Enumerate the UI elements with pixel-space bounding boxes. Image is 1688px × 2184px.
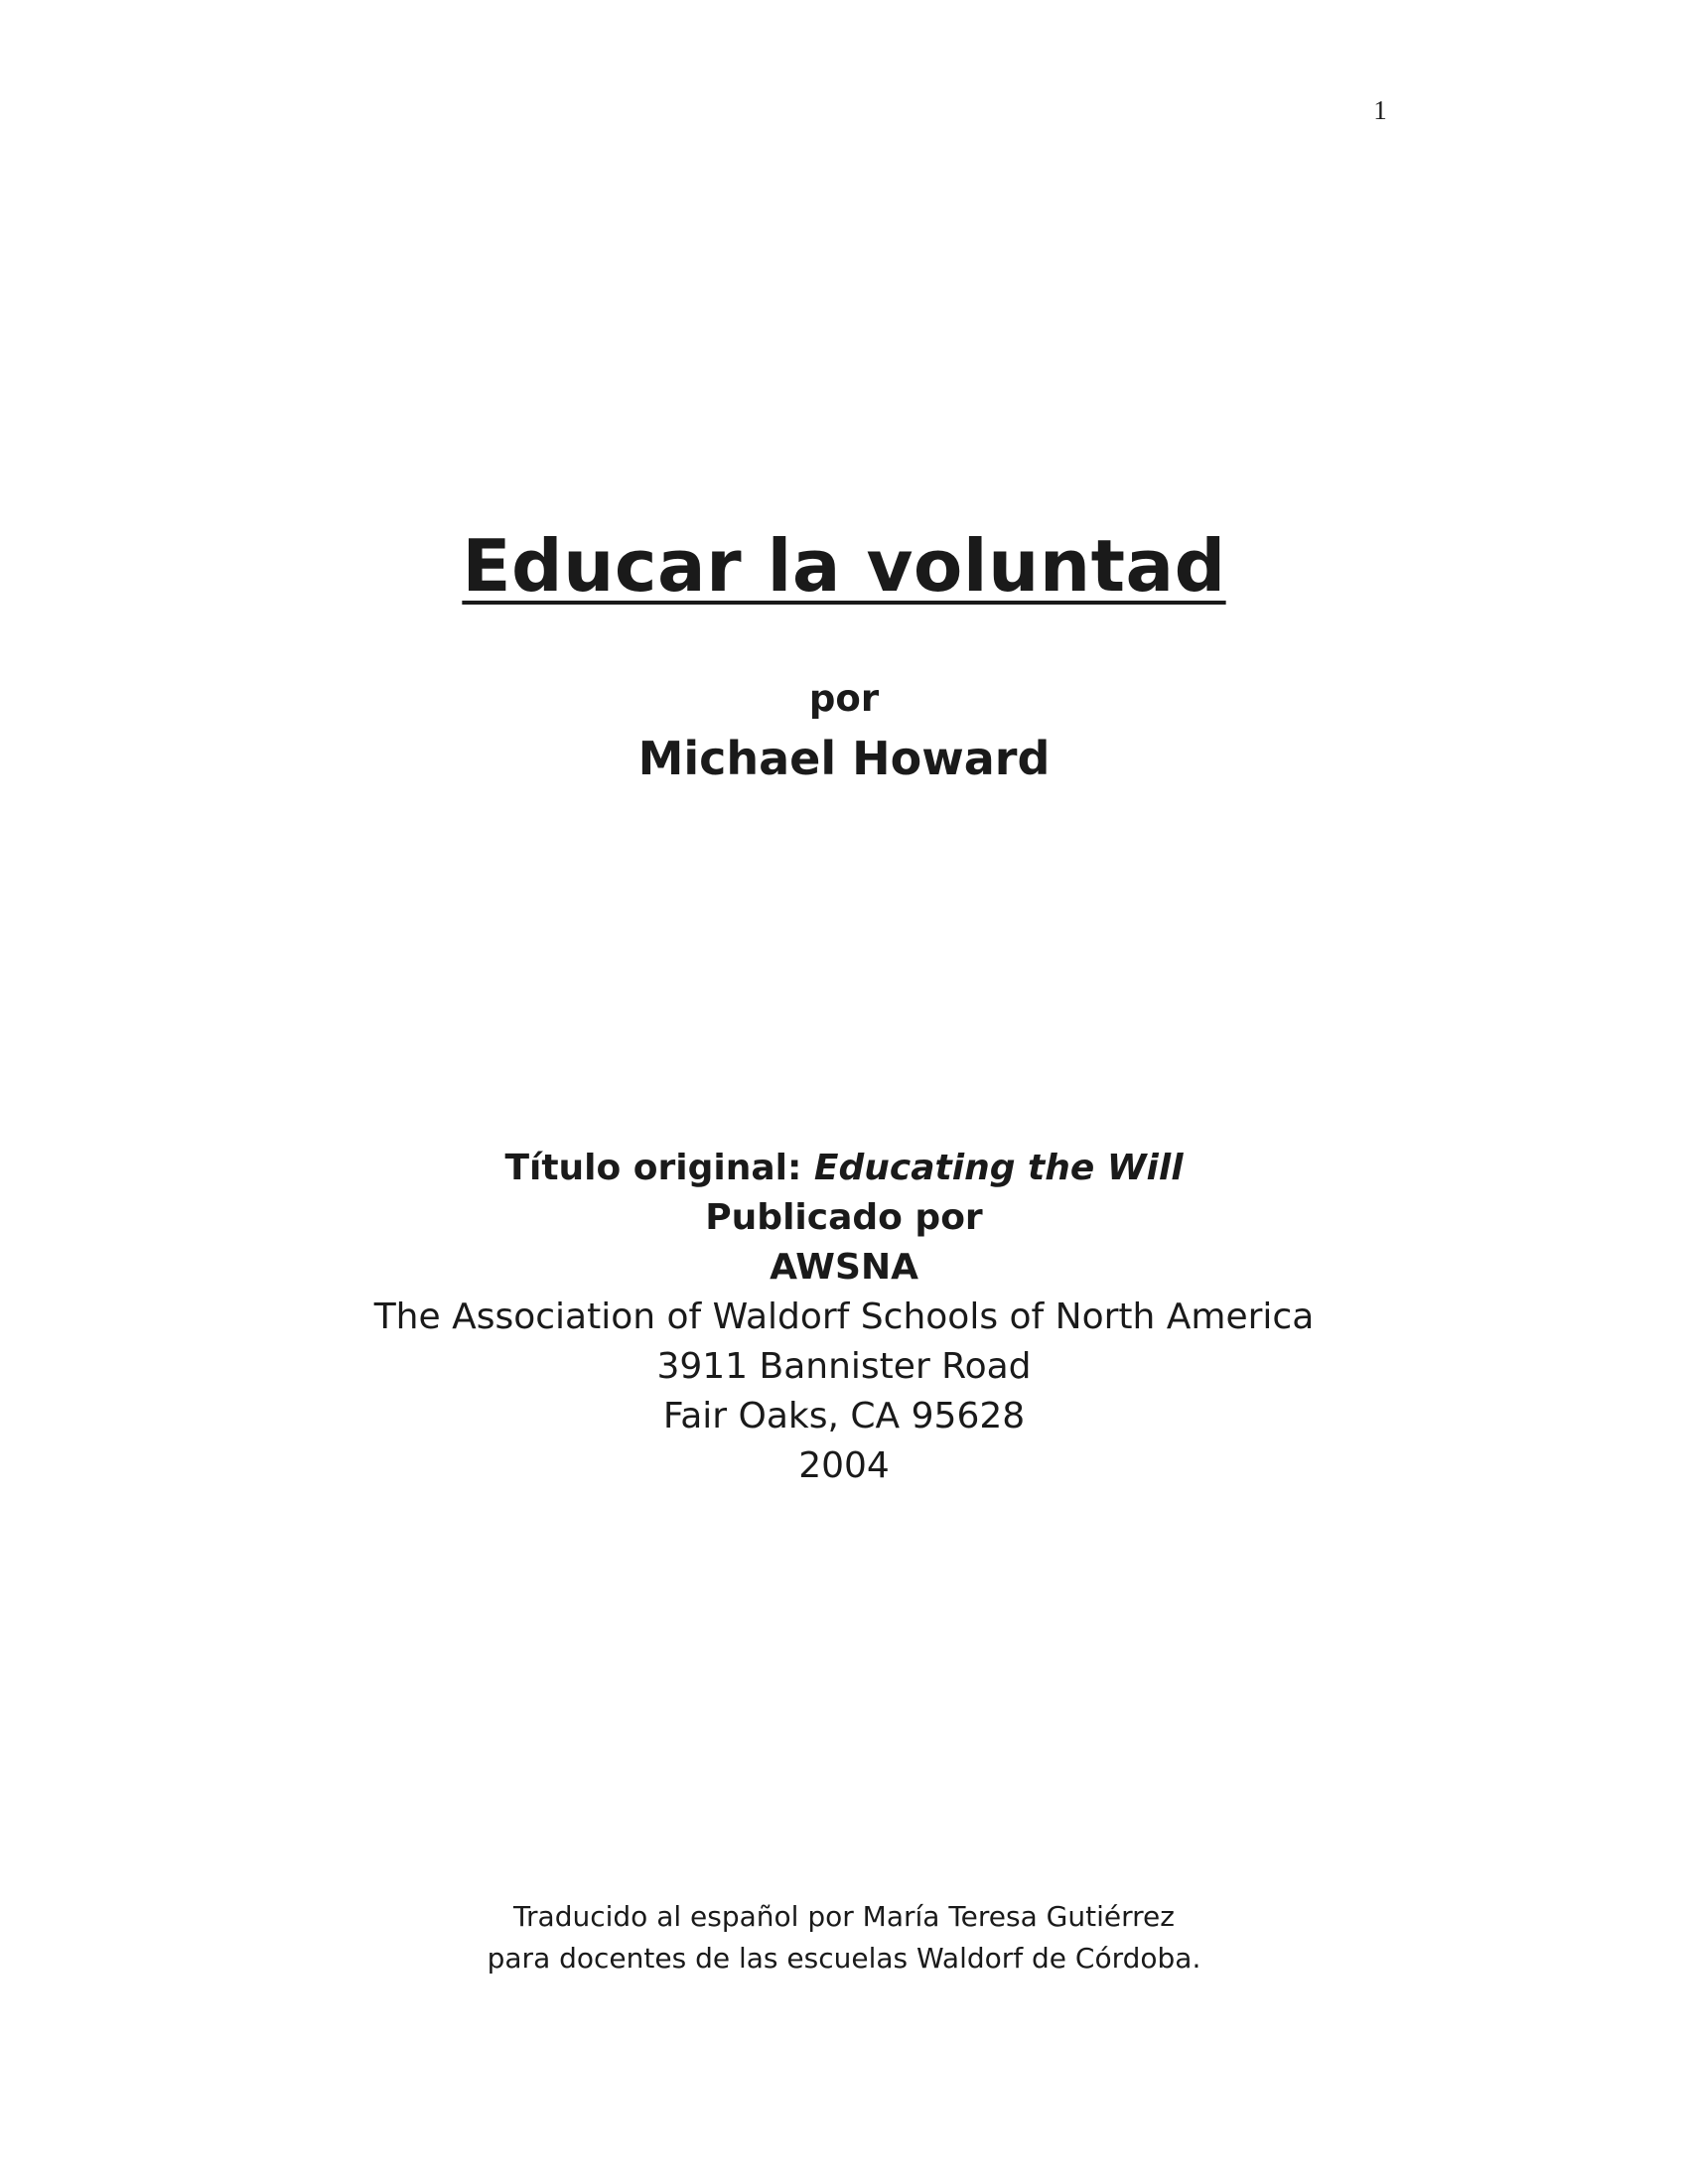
- original-title-label: Título original:: [504, 1148, 802, 1188]
- publisher-address: 3911 Bannister Road: [656, 1346, 1032, 1387]
- original-title: Educating the Will: [813, 1148, 1184, 1188]
- publisher-short: AWSNA: [770, 1247, 918, 1288]
- author-name: Michael Howard: [637, 732, 1051, 785]
- published-by: Publicado por: [705, 1197, 983, 1238]
- publisher-city: Fair Oaks, CA 95628: [662, 1396, 1026, 1436]
- publication-year: 2004: [798, 1445, 890, 1486]
- publication-info: [0, 1144, 1688, 1491]
- translation-note: [0, 1896, 1688, 1979]
- publisher-full: The Association of Waldorf Schools of North America: [373, 1297, 1315, 1337]
- original-title-line: [0, 1144, 1688, 1193]
- translation-line-1: Traducido al español por María Teresa Gutiérrez: [513, 1900, 1175, 1933]
- translation-line-2: para docentes de las escuelas Waldorf de Córdoba.: [487, 1942, 1201, 1975]
- document-title: Educar la voluntad: [462, 524, 1226, 608]
- byline-por: por: [808, 677, 880, 720]
- byline: [0, 671, 1688, 790]
- page-number: 1: [1373, 95, 1387, 125]
